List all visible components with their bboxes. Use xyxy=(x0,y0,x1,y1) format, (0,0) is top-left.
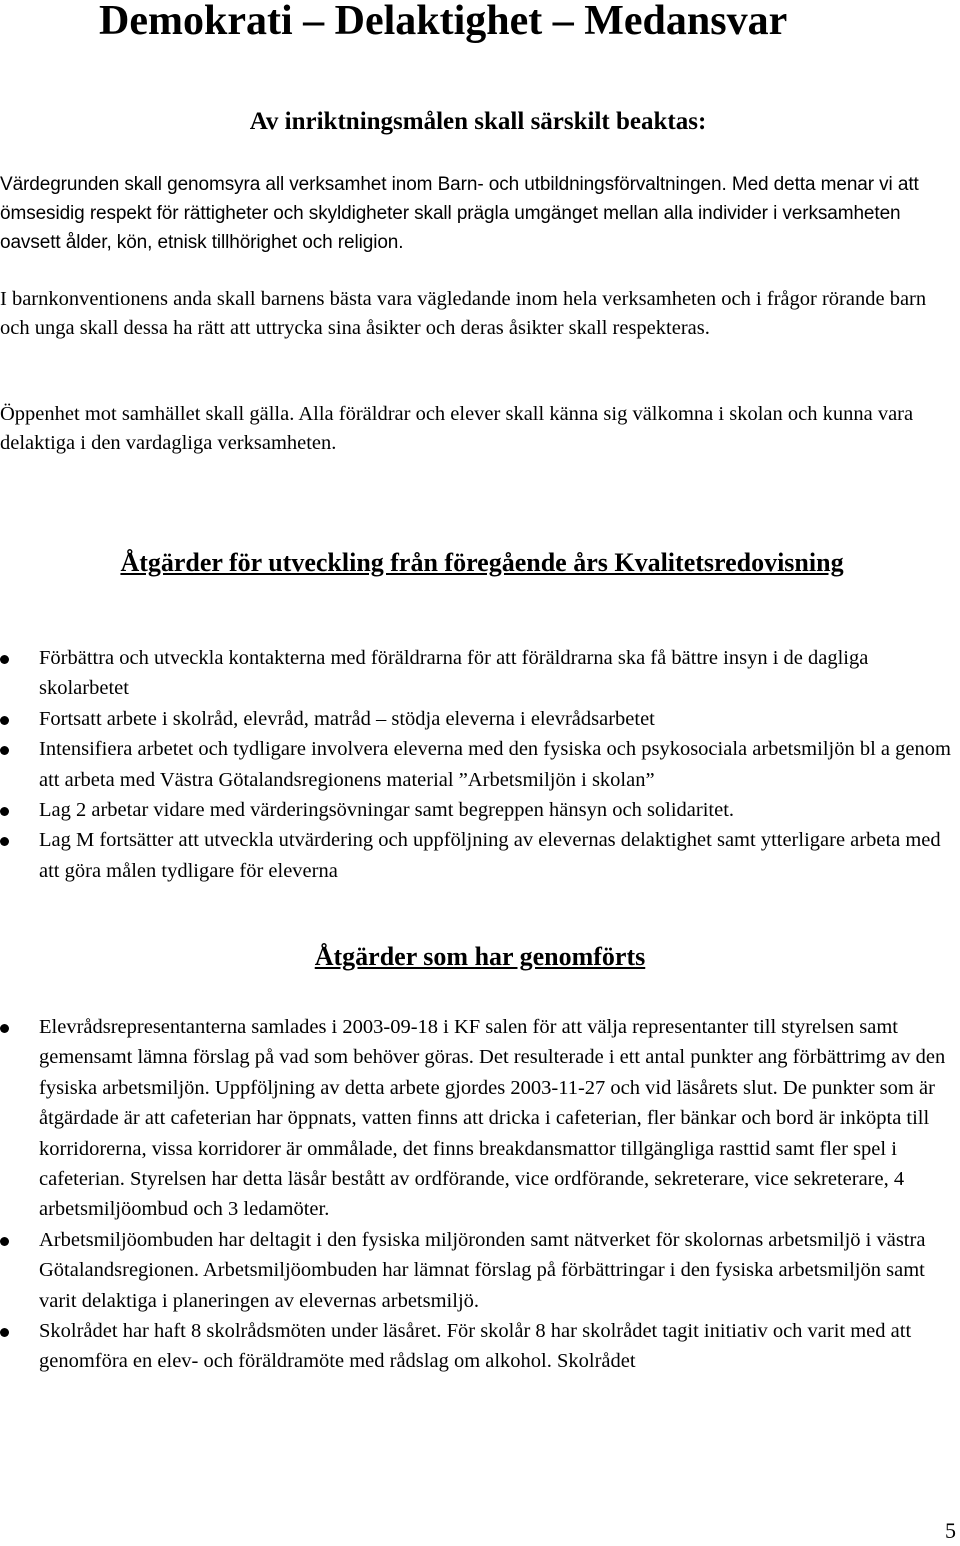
bullet-list-atgarder-utveckling xyxy=(0,643,960,886)
list-item xyxy=(0,1225,960,1316)
list-item xyxy=(0,1316,960,1377)
paragraph-barnkonventionen: I barnkonventionens anda skall barnens bästa vara vägledande inom hela verksamheten och i frågor rörande barn och unga skall dessa ha rätt att uttrycka sina åsikter och deras åsikter skall respekteras. xyxy=(0,288,927,339)
bullet-icon xyxy=(0,655,9,664)
paragraph-vardegrunden: Värdegrunden skall genomsyra all verksamhet inom Barn- och utbildningsförvaltningen. Med detta menar vi att ömsesidig respekt för rättigheter och skyldigheter skall prägla umgänget mellan alla individer i verksamheten oavsett ålder, kön, etnisk tillhörighet och religion. xyxy=(0,174,919,253)
list-item xyxy=(0,734,960,795)
bullet-icon xyxy=(0,716,9,725)
bullet-list-genomforda-atgarder xyxy=(0,1012,960,1377)
bullet-icon xyxy=(0,1237,9,1246)
section-heading-genomforda-atgarder: Åtgärder som har genomförts xyxy=(314,942,646,971)
paragraph-oppenhet: Öppenhet mot samhället skall gälla. Alla föräldrar och elever skall känna sig välkomna i skolan och kunna vara delaktiga i den vardagliga verksamheten. xyxy=(0,403,914,454)
list-item-text: Intensifiera arbetet och tydligare involvera eleverna med den fysiska och psykosociala arbetsmiljön bl a genom att arbeta med Västra Götalandsregionens material ”Arbetsmiljön i skolan” xyxy=(39,738,951,791)
list-item-text: Fortsatt arbete i skolråd, elevråd, matråd – stödja eleverna i elevrådsarbetet xyxy=(39,707,655,730)
bullet-icon xyxy=(0,1328,9,1337)
list-item xyxy=(0,795,960,825)
bullet-icon xyxy=(0,807,9,816)
list-item-text: Förbättra och utveckla kontakterna med föräldrarna för att föräldrarna ska få bättre insyn i de dagliga skolarbetet xyxy=(39,647,869,700)
page-number: 5 xyxy=(945,1518,956,1543)
list-item xyxy=(0,643,960,704)
list-item-text: Skolrådet har haft 8 skolrådsmöten under läsåret. För skolår 8 har skolrådet tagit initiativ och varit med att genomföra en elev- och föräldramöte med rådslag om alkohol. Skolrådet xyxy=(39,1320,912,1373)
bullet-icon xyxy=(0,837,9,846)
bullet-icon xyxy=(0,1024,9,1033)
list-item-text: Lag 2 arbetar vidare med värderingsövningar samt begreppen hänsyn och solidaritet. xyxy=(39,799,735,822)
page-title: Demokrati – Delaktighet – Medansvar xyxy=(99,0,788,44)
list-item-text: Elevrådsrepresentanterna samlades i 2003-09-18 i KF salen för att välja representanter till styrelsen samt gemensamt lämna förslag på vad som behöver göras. Det resulterade i ett antal punkter ang förbättrimg av den fysiska arbetsmiljön. Uppföljning av detta arbete gjordes 2003-11-27 och vid läsårets slut. De punkter som är åtgärdade är att cafeterian har öppnats, vatten finns att dricka i cafeterian, fler bänkar och bord är inköpta till korridorerna, vissa korridorer är ommålade, det finns breakdansmattor tillgängliga rasttid samt fler spel i cafeterian. Styrelsen har detta läsår bestått av ordförande, vice ordförande, sekreterare, vice sekreterare, 4 arbetsmiljöombud och 3 ledamöter. xyxy=(39,1016,946,1221)
list-item-text: Lag M fortsätter att utveckla utvärdering och uppföljning av elevernas delaktighet samt ytterligare arbeta med att göra målen tydligare för eleverna xyxy=(39,829,941,882)
list-item xyxy=(0,1012,960,1225)
list-item xyxy=(0,704,960,734)
list-item-text: Arbetsmiljöombuden har deltagit i den fysiska miljöronden samt nätverket för skolornas arbetsmiljö i västra Götalandsregionen. Arbetsmiljöombuden har lämnat förslag på förbättringar i den fysiska arbetsmiljön samt varit delaktiga i planeringen av elevernas arbetsmiljö. xyxy=(39,1228,926,1312)
list-item xyxy=(0,825,960,886)
section-heading-atgarder-utveckling: Åtgärder för utveckling från föregående års Kvalitetsredovisning xyxy=(120,548,844,577)
section-heading-inriktningsmal: Av inriktningsmålen skall särskilt beaktas: xyxy=(249,108,707,135)
bullet-icon xyxy=(0,746,9,755)
